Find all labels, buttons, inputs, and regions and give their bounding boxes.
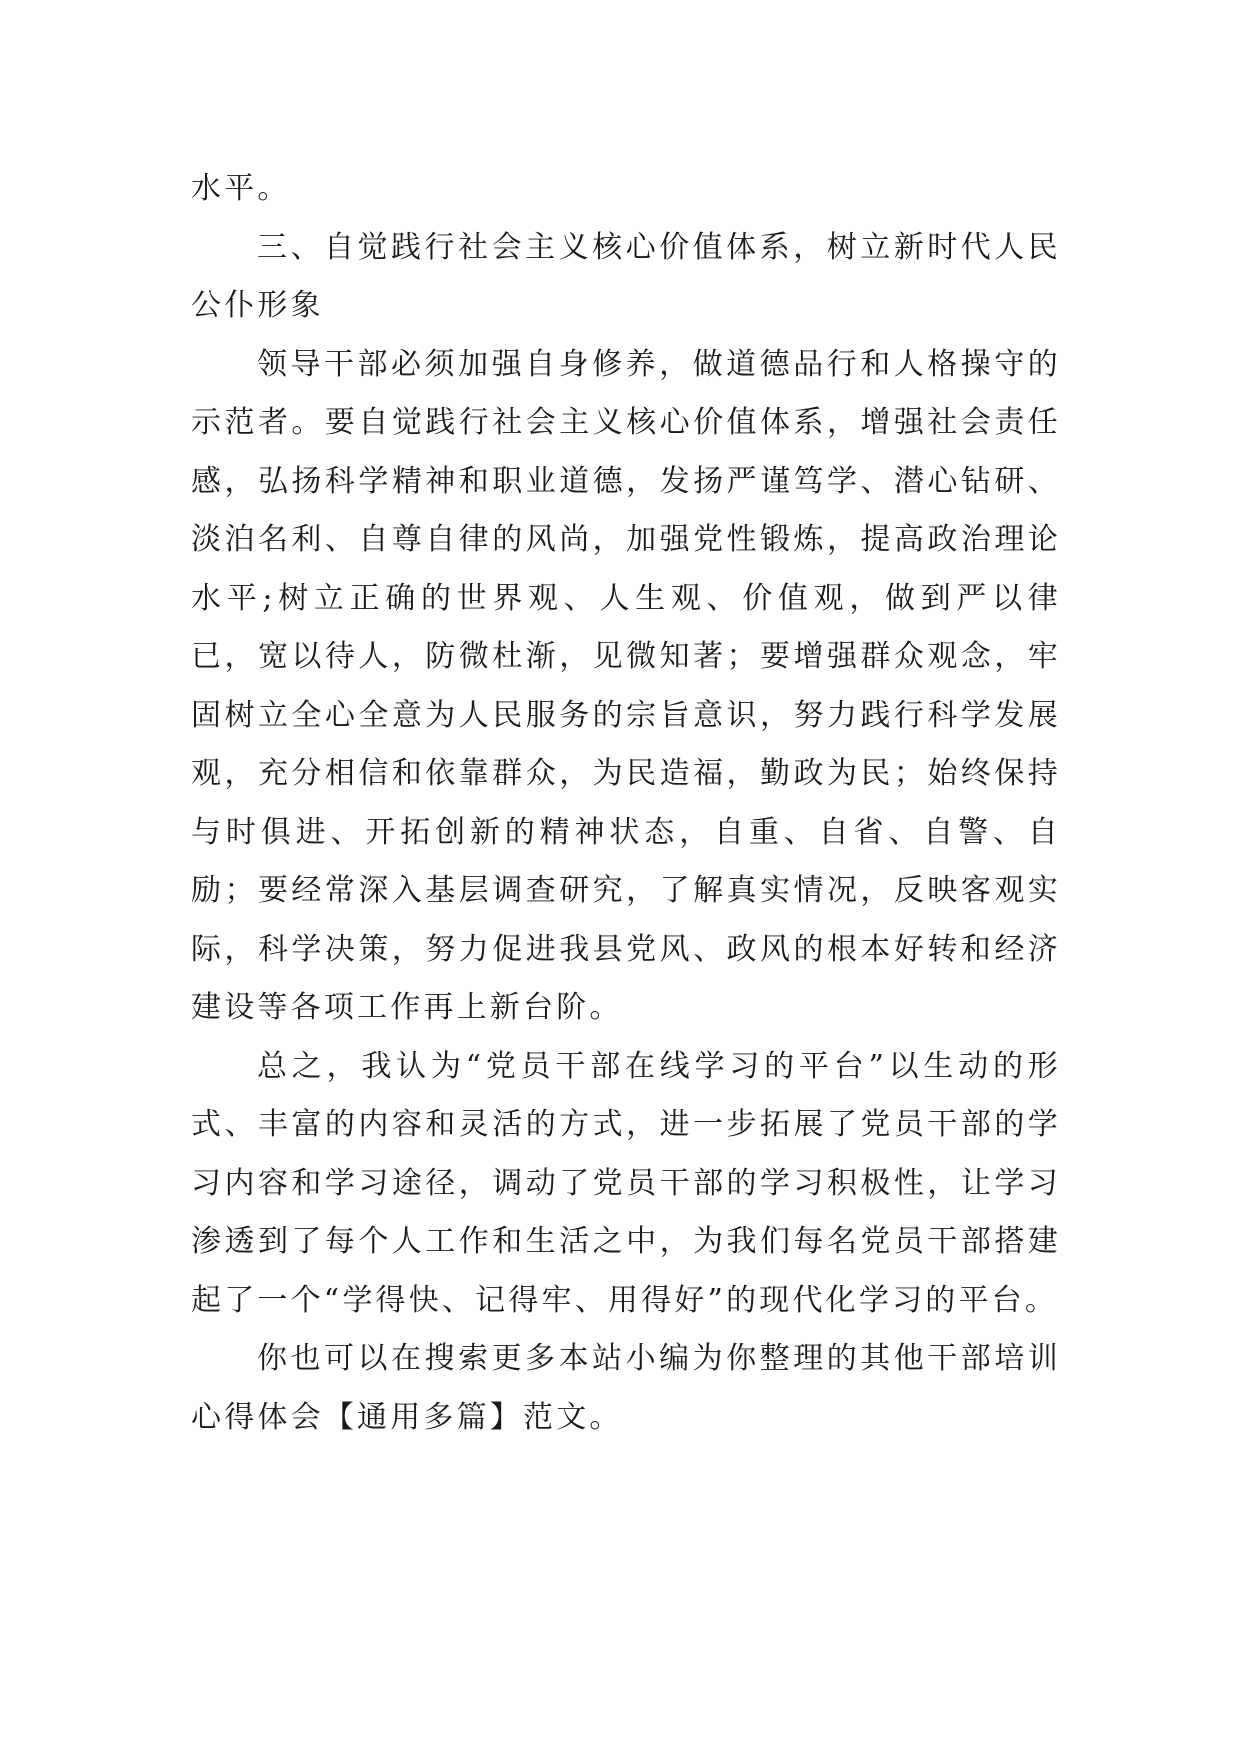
summary-paragraph: 总之，我认为“党员干部在线学习的平台”以生动的形式、丰富的内容和灵活的方式，进一步拓展了党员干部的学习内容和学习途径，调动了党员干部的学习积极性，让学习渗透到了每个人工作和生活之中，为我们每名党员干部搭建起了一个“学得快、记得牢、用得好”的现代化学习的平台。 xyxy=(191,1048,1061,1318)
paragraph-continuation: 水平。 xyxy=(191,171,291,206)
section-heading: 三、自觉践行社会主义核心价值体系，树立新时代人民公仆形象 xyxy=(191,229,1061,323)
body-paragraph: 领导干部必须加强自身修养，做道德品行和人格操守的示范者。要自觉践行社会主义核心价值体系，增强社会责任感，弘扬科学精神和职业道德，发扬严谨笃学、潜心钻研、淡泊名利、自尊自律的风尚，加强党性锻炼，提高政治理论水平;树立正确的世界观、人生观、价值观，做到严以律已，宽以待人，防微杜渐，见微知著；要增强群众观念，牢固树立全心全意为人民服务的宗旨意识，努力践行科学发展观，充分相信和依靠群众，为民造福，勤政为民；始终保持与时俱进、开拓创新的精神状态，自重、自省、自警、自励；要经常深入基层调查研究，了解真实情况，反映客观实际，科学决策，努力促进我县党风、政风的根本好转和经济建设等各项工作再上新台阶。 xyxy=(191,346,1061,1025)
closing-paragraph: 你也可以在搜索更多本站小编为你整理的其他干部培训心得体会【通用多篇】范文。 xyxy=(191,1341,1061,1435)
document-body xyxy=(191,160,1061,1447)
